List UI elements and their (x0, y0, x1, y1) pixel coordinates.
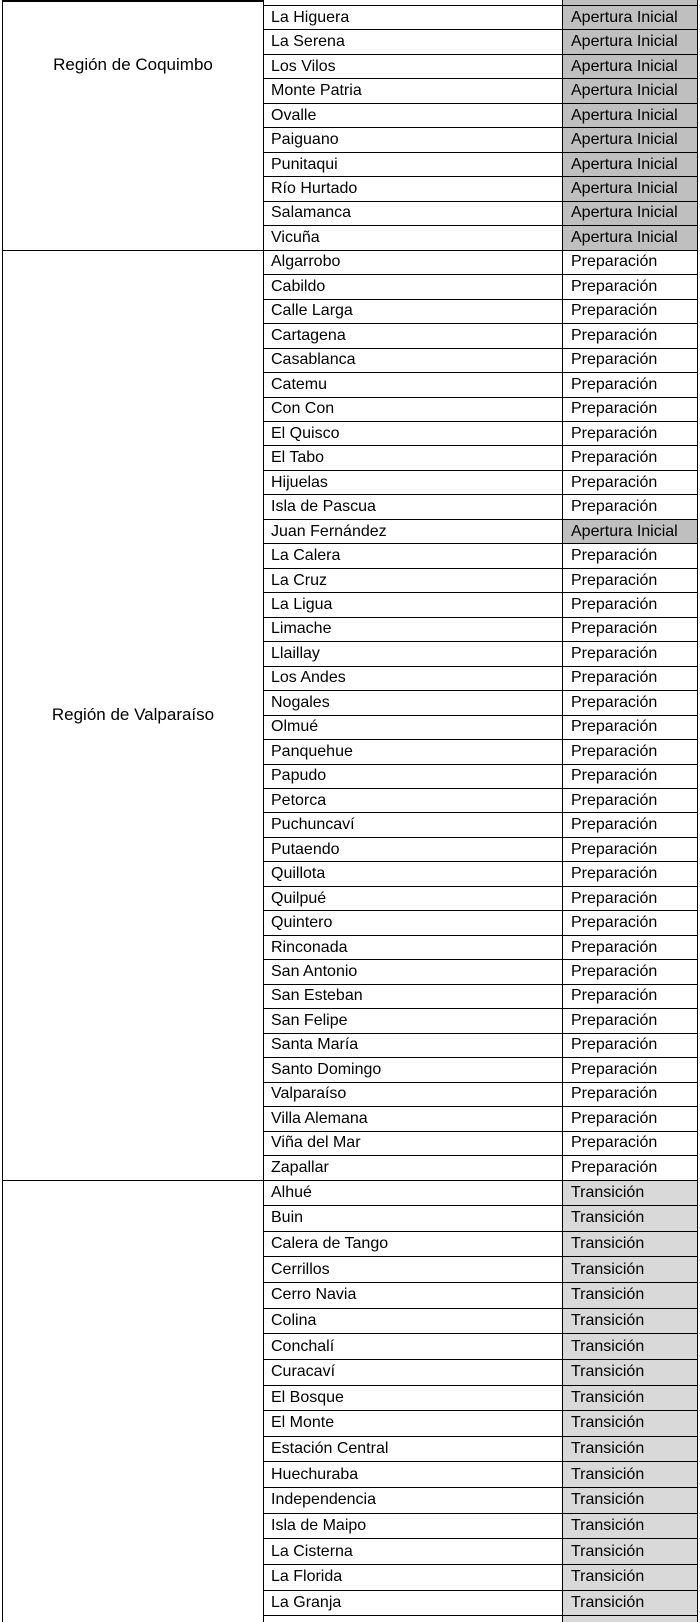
table-row (263, 251, 697, 275)
commune-cell: La Cisterna (263, 1539, 562, 1564)
table-row (263, 202, 697, 226)
status-cell: Preparación (562, 716, 697, 739)
table-row (263, 1334, 697, 1360)
commune-cell: Huechuraba (263, 1462, 562, 1487)
status-cell: Preparación (562, 251, 697, 274)
table-row (263, 1488, 697, 1514)
commune-cell: El Tabo (263, 446, 562, 469)
table-row (263, 667, 697, 691)
table-row (263, 716, 697, 740)
commune-cell: Cartagena (263, 324, 562, 347)
commune-cell: La Higuera (263, 6, 562, 29)
commune-cell: Cabildo (263, 275, 562, 298)
region-column (3, 0, 263, 1622)
table-row (263, 618, 697, 642)
commune-cell: Colina (263, 1309, 562, 1334)
commune-cell: Zapallar (263, 1156, 562, 1179)
status-cell: Transición (562, 1334, 697, 1359)
commune-cell: Río Hurtado (263, 177, 562, 200)
table-row (263, 1462, 697, 1488)
status-cell: Transición (562, 1565, 697, 1590)
status-cell: Preparación (562, 789, 697, 812)
status-cell: Preparación (562, 300, 697, 323)
commune-cell: Quillota (263, 862, 562, 885)
commune-cell: Con Con (263, 398, 562, 421)
table-row (263, 1386, 697, 1412)
commune-cell (263, 1616, 562, 1622)
table-row (263, 446, 697, 470)
status-cell (562, 0, 697, 5)
status-cell: Transición (562, 1386, 697, 1411)
table-row (263, 153, 697, 177)
commune-cell: Catemu (263, 373, 562, 396)
status-cell: Preparación (562, 985, 697, 1008)
commune-cell: Casablanca (263, 349, 562, 372)
commune-cell: La Calera (263, 544, 562, 567)
status-cell: Transición (562, 1283, 697, 1308)
status-cell: Apertura Inicial (562, 104, 697, 127)
table-row (263, 1181, 697, 1207)
status-cell (562, 1616, 697, 1622)
commune-cell: Calle Larga (263, 300, 562, 323)
status-cell: Transición (562, 1514, 697, 1539)
status-cell: Transición (562, 1488, 697, 1513)
commune-cell: Vicuña (263, 226, 562, 249)
table-row (263, 642, 697, 666)
status-cell: Preparación (562, 838, 697, 861)
table-row (263, 887, 697, 911)
table-row (263, 1283, 697, 1309)
table-row (263, 1107, 697, 1131)
table-row (263, 1514, 697, 1540)
table-row (263, 55, 697, 79)
table-row (263, 275, 697, 299)
status-cell: Preparación (562, 398, 697, 421)
commune-cell: Punitaqui (263, 153, 562, 176)
table-row (263, 398, 697, 422)
status-cell: Preparación (562, 862, 697, 885)
commune-cell: Viña del Mar (263, 1132, 562, 1155)
commune-cell: El Monte (263, 1411, 562, 1436)
status-cell: Preparación (562, 765, 697, 788)
table-row (263, 300, 697, 324)
status-cell: Apertura Inicial (562, 202, 697, 225)
table-row (263, 1309, 697, 1335)
commune-cell: Los Vilos (263, 55, 562, 78)
status-cell: Preparación (562, 471, 697, 494)
commune-cell: Juan Fernández (263, 520, 562, 543)
commune-cell: Nogales (263, 691, 562, 714)
commune-cell: Estación Central (263, 1437, 562, 1462)
commune-cell: El Quisco (263, 422, 562, 445)
commune-cell: Panquehue (263, 740, 562, 763)
table-row (263, 104, 697, 128)
table-row (263, 128, 697, 152)
commune-cell: Villa Alemana (263, 1107, 562, 1130)
status-cell: Transición (562, 1591, 697, 1616)
commune-cell: Hijuelas (263, 471, 562, 494)
table-row (263, 862, 697, 886)
commune-cell: La Florida (263, 1565, 562, 1590)
status-cell: Preparación (562, 1009, 697, 1032)
commune-cell: El Bosque (263, 1386, 562, 1411)
commune-cell: Rinconada (263, 936, 562, 959)
status-cell: Transición (562, 1206, 697, 1231)
commune-cell: Conchalí (263, 1334, 562, 1359)
status-cell: Preparación (562, 1132, 697, 1155)
region-label: Región de Coquimbo (53, 54, 213, 74)
commune-cell: Santa María (263, 1034, 562, 1057)
status-cell: Preparación (562, 1034, 697, 1057)
commune-cell: Papudo (263, 765, 562, 788)
status-cell: Preparación (562, 544, 697, 567)
status-cell: Preparación (562, 1083, 697, 1106)
table-row (263, 1083, 697, 1107)
commune-cell: La Serena (263, 30, 562, 53)
status-cell: Transición (562, 1232, 697, 1257)
table-row (263, 911, 697, 935)
table-row (263, 1257, 697, 1283)
commune-cell: San Antonio (263, 960, 562, 983)
table-row (263, 226, 697, 250)
status-cell: Preparación (562, 740, 697, 763)
status-cell: Transición (562, 1181, 697, 1206)
status-cell: Transición (562, 1257, 697, 1282)
table-row (263, 765, 697, 789)
commune-cell: Los Andes (263, 667, 562, 690)
table-row (263, 1437, 697, 1463)
table-row (263, 373, 697, 397)
commune-cell: Petorca (263, 789, 562, 812)
status-cell: Apertura Inicial (562, 128, 697, 151)
status-cell: Preparación (562, 349, 697, 372)
table-row (263, 520, 697, 544)
table-row (263, 593, 697, 617)
commune-cell: Curacaví (263, 1360, 562, 1385)
table-row (263, 1565, 697, 1591)
status-cell: Preparación (562, 813, 697, 836)
status-cell: Preparación (562, 887, 697, 910)
commune-cell: La Ligua (263, 593, 562, 616)
status-cell: Preparación (562, 911, 697, 934)
table-row-partial-bottom (263, 1616, 697, 1622)
status-cell: Preparación (562, 275, 697, 298)
table-row (263, 1034, 697, 1058)
commune-cell: Paiguano (263, 128, 562, 151)
region-cell-metropolitana-cropped (3, 1181, 263, 1622)
commune-cell: Cerrillos (263, 1257, 562, 1282)
commune-cell: San Esteban (263, 985, 562, 1008)
table-row (263, 349, 697, 373)
table-row (263, 569, 697, 593)
commune-cell: Cerro Navia (263, 1283, 562, 1308)
table-row (263, 471, 697, 495)
table-row (263, 1232, 697, 1258)
table-row (263, 495, 697, 519)
commune-cell: Buin (263, 1206, 562, 1231)
table-row (263, 936, 697, 960)
table-row (263, 740, 697, 764)
status-cell: Transición (562, 1360, 697, 1385)
commune-cell: Isla de Pascua (263, 495, 562, 518)
status-cell: Preparación (562, 691, 697, 714)
status-cell: Apertura Inicial (562, 177, 697, 200)
table-row (263, 1009, 697, 1033)
status-cell: Preparación (562, 1156, 697, 1179)
commune-cell: Putaendo (263, 838, 562, 861)
commune-cell: Ovalle (263, 104, 562, 127)
status-cell: Preparación (562, 667, 697, 690)
commune-cell: Limache (263, 618, 562, 641)
status-cell: Preparación (562, 422, 697, 445)
region-cell-coquimbo (3, 2, 263, 251)
status-cell: Transición (562, 1437, 697, 1462)
commune-cell: Quilpué (263, 887, 562, 910)
commune-cell: Alhué (263, 1181, 562, 1206)
commune-cell: Monte Patria (263, 79, 562, 102)
commune-cell: Algarrobo (263, 251, 562, 274)
status-cell: Apertura Inicial (562, 153, 697, 176)
status-cell: Preparación (562, 324, 697, 347)
status-cell: Transición (562, 1309, 697, 1334)
status-cell: Transición (562, 1539, 697, 1564)
table-row (263, 79, 697, 103)
commune-cell: Valparaíso (263, 1083, 562, 1106)
table-row (263, 422, 697, 446)
table-row (263, 813, 697, 837)
region-cell-valparaiso (3, 251, 263, 1181)
status-cell: Apertura Inicial (562, 79, 697, 102)
table-row (263, 30, 697, 54)
table-row (263, 985, 697, 1009)
table-row (263, 960, 697, 984)
status-cell: Apertura Inicial (562, 226, 697, 249)
status-cell: Preparación (562, 495, 697, 518)
status-cell: Preparación (562, 960, 697, 983)
status-cell: Preparación (562, 593, 697, 616)
table-row (263, 544, 697, 568)
commune-cell: Santo Domingo (263, 1058, 562, 1081)
status-cell: Apertura Inicial (562, 30, 697, 53)
commune-cell: San Felipe (263, 1009, 562, 1032)
communes-phase-table (2, 0, 698, 1622)
table-row (263, 1539, 697, 1565)
status-cell: Preparación (562, 618, 697, 641)
status-cell: Preparación (562, 373, 697, 396)
table-row (263, 177, 697, 201)
commune-cell: La Granja (263, 1591, 562, 1616)
status-cell: Preparación (562, 446, 697, 469)
status-cell: Preparación (562, 1107, 697, 1130)
status-cell: Preparación (562, 642, 697, 665)
status-cell: Apertura Inicial (562, 520, 697, 543)
commune-cell: Calera de Tango (263, 1232, 562, 1257)
status-cell: Apertura Inicial (562, 55, 697, 78)
table-row (263, 1360, 697, 1386)
region-label: Región de Valparaíso (51, 705, 215, 725)
table-row (263, 324, 697, 348)
table-row (263, 1132, 697, 1156)
table-row (263, 1206, 697, 1232)
commune-cell (263, 0, 562, 5)
commune-cell: Olmué (263, 716, 562, 739)
table-row (263, 1591, 697, 1617)
status-cell: Preparación (562, 569, 697, 592)
table-row (263, 838, 697, 862)
table-row (263, 789, 697, 813)
status-cell: Preparación (562, 1058, 697, 1081)
table-row (263, 691, 697, 715)
status-cell: Preparación (562, 936, 697, 959)
commune-cell: Independencia (263, 1488, 562, 1513)
commune-cell: Isla de Maipo (263, 1514, 562, 1539)
table-row (263, 6, 697, 30)
commune-cell: Salamanca (263, 202, 562, 225)
commune-status-rows (263, 0, 697, 1622)
commune-cell: Puchuncaví (263, 813, 562, 836)
commune-cell: La Cruz (263, 569, 562, 592)
status-cell: Apertura Inicial (562, 6, 697, 29)
status-cell: Transición (562, 1411, 697, 1436)
table-row (263, 1156, 697, 1180)
commune-cell: Quintero (263, 911, 562, 934)
status-cell: Transición (562, 1462, 697, 1487)
table-row (263, 1411, 697, 1437)
table-row (263, 1058, 697, 1082)
commune-cell: Llaillay (263, 642, 562, 665)
